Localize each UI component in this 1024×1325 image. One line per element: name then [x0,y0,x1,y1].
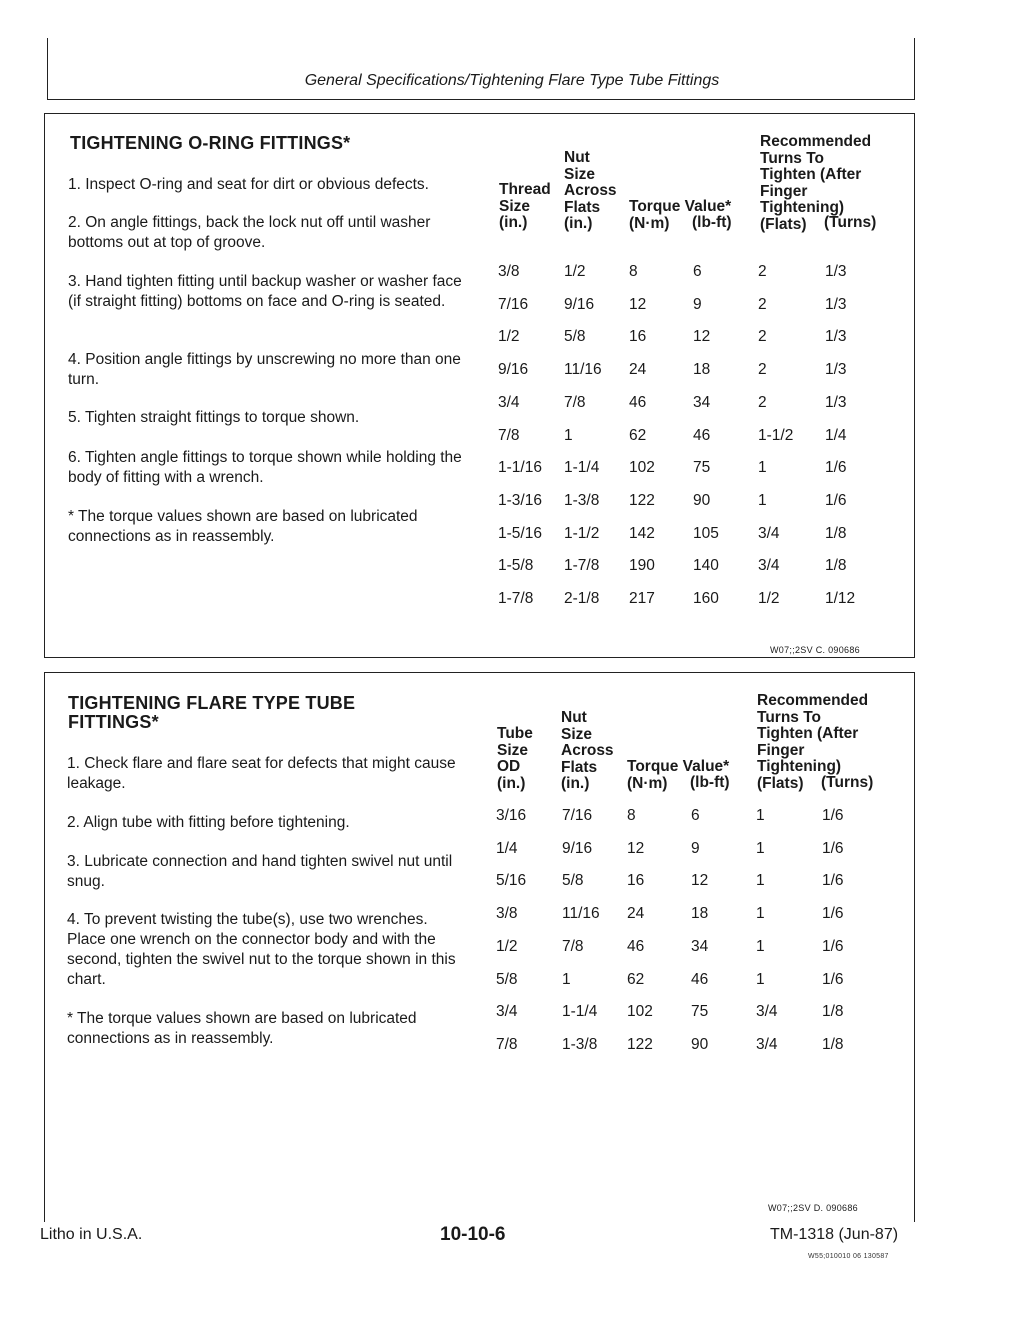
s1-header-turns-turns: (Turns) [824,214,877,231]
footer-litho: Litho in U.S.A. [40,1226,143,1243]
flare-table-cell: 5/8 [562,872,584,890]
flare-table-cell: 1 [756,905,765,923]
section1-footnote: * The torque values shown are based on lubricated connections as in reassembly. [68,508,418,545]
flare-table-cell: 5/16 [496,872,527,890]
footer-manual-id: TM-1318 (Jun-87) [770,1226,899,1243]
oring-table-cell: 12 [693,328,711,346]
flare-table-cell: 3/16 [496,807,527,824]
oring-table-cell: 2 [758,361,767,379]
flare-table-cell: 6 [691,807,700,824]
oring-table-cell: 2 [758,393,767,411]
oring-table-cell: 34 [693,393,711,411]
section1-step-3: 3. Hand tighten fitting until backup washer or washer face (if straight fitting) bottoms on face and O-ring is seated. [68,273,462,310]
oring-table-cell: 46 [693,426,711,444]
flare-table-cell: 7/8 [562,937,584,955]
oring-table-cell: 2-1/8 [564,590,600,607]
oring-table-cell: 1 [758,491,767,509]
flare-table-cell: 5/8 [496,970,518,988]
flare-table-cell: 1-1/4 [562,1003,598,1021]
flare-table-cell: 24 [627,905,645,923]
flare-table-cell: 3/8 [496,905,518,923]
flare-table-cell: 1 [756,937,765,955]
oring-table-cell: 3/8 [498,263,520,280]
oring-table-cell: 1-5/16 [498,524,542,542]
s2-header-torque-lbft: (lb-ft) [690,774,730,791]
oring-table-cell: 3/4 [758,557,780,575]
section1-code: W07;;2SV C. 090686 [770,645,860,655]
section1-step-4: 4. Position angle fittings by unscrewing no more than one turn. [68,351,461,388]
s1-header-nut-size: Nut Size Across Flats (in.) [564,149,617,232]
section2-title-line1: TIGHTENING FLARE TYPE TUBE [68,693,356,713]
s2-header-turns-turns: (Turns) [821,774,874,791]
section1-title: TIGHTENING O-RING FITTINGS* [70,133,351,153]
flare-table-cell: 1/6 [822,937,844,955]
oring-table-cell: 1-3/16 [498,491,542,509]
oring-table-cell: 217 [629,590,655,607]
oring-table-cell: 9/16 [564,295,595,313]
oring-table-cell: 102 [629,459,655,477]
oring-table-cell: 3/4 [498,393,520,411]
oring-table-cell: 1-7/8 [564,557,600,575]
s1-header-torque-lbft: (lb-ft) [692,214,732,231]
flare-table-cell: 1/6 [822,839,844,857]
oring-table-cell: 7/16 [498,295,529,313]
oring-table-cell: 1 [758,459,767,477]
oring-table-cell: 1/3 [825,295,847,313]
oring-table-cell: 1/12 [825,590,856,607]
flare-table-cell: 1/2 [496,937,518,955]
oring-table-cell: 1-5/8 [498,557,534,575]
flare-table-cell: 1/6 [822,905,844,923]
flare-table-cell: 46 [627,937,645,955]
s1-header-thread-size: Thread Size (in.) [499,181,551,231]
flare-table-cell: 122 [627,1035,653,1053]
oring-table-cell: 75 [693,459,711,477]
flare-table-cell: 12 [691,872,709,890]
flare-table-cell: 1/6 [822,807,844,824]
oring-table-cell: 140 [693,557,719,575]
flare-table-cell: 34 [691,937,709,955]
flare-table-cell: 11/16 [562,905,600,923]
section1-step-5: 5. Tighten straight fittings to torque shown. [68,409,360,426]
flare-table-cell: 9/16 [562,839,593,857]
oring-table-cell: 6 [693,263,702,280]
oring-table-cell: 1/6 [825,459,847,477]
flare-table-cell: 75 [691,1003,709,1021]
section2-step-4: 4. To prevent twisting the tube(s), use two wrenches. Place one wrench on the connector body and with the second, tighten the swivel nut to the torque shown in this chart. [67,911,456,988]
flare-table-cell: 16 [627,872,645,890]
oring-table-cell: 12 [629,295,647,313]
flare-table-cell: 1/8 [822,1003,844,1021]
oring-table-cell: 9 [693,295,702,313]
oring-table-cell: 1/2 [564,263,586,280]
oring-table-cell: 7/8 [498,426,520,444]
flare-table-cell: 1/6 [822,970,844,988]
oring-table-cell: 122 [629,491,655,509]
oring-table-cell: 16 [629,328,647,346]
oring-table-cell: 1-1/4 [564,459,600,477]
section2-title [68,694,355,732]
oring-table-cell: 1/4 [825,426,847,444]
oring-table-cell: 1-7/8 [498,590,534,607]
oring-table-cell: 1-3/8 [564,491,600,509]
flare-table-cell: 1/6 [822,872,844,890]
page-number: 10-10-6 [440,1224,506,1245]
section1-step-6: 6. Tighten angle fittings to torque shown while holding the body of fitting with a wrench. [68,449,462,486]
oring-table-cell: 1/6 [825,491,847,509]
s2-header-turns-flats: Recommended Turns To Tighten (After Finger Tightening) (Flats) [757,692,869,792]
section1-step-2: 2. On angle fittings, back the lock nut off until washer bottoms out at top of groove. [68,214,431,251]
oring-table-cell: 62 [629,426,647,444]
s2-header-nut-size: Nut Size Across Flats (in.) [561,709,614,792]
flare-table-cell: 1-3/8 [562,1035,598,1053]
oring-table-cell: 1/3 [825,393,847,411]
oring-table-cell: 1/3 [825,263,847,280]
oring-table-cell: 2 [758,328,767,346]
flare-table-cell: 1 [756,839,765,857]
header-right-rule [914,38,915,100]
flare-table-cell: 46 [691,970,709,988]
flare-table-cell: 102 [627,1003,653,1021]
flare-table-cell: 1 [756,970,765,988]
flare-table-cell: 1 [756,872,765,890]
flare-table-cell: 1 [562,970,571,988]
page-title: General Specifications/Tightening Flare Type Tube Fittings [304,72,720,89]
oring-table-cell: 160 [693,590,719,607]
section2-step-3: 3. Lubricate connection and hand tighten swivel nut until snug. [67,853,453,890]
section2-title-line2: FITTINGS* [68,712,159,732]
flare-table-cell: 90 [691,1035,709,1053]
flare-table-cell: 1/8 [822,1035,844,1053]
flare-table-cell: 18 [691,905,709,923]
section1-step-1: 1. Inspect O-ring and seat for dirt or obvious defects. [68,176,429,193]
oring-table-cell: 105 [693,524,719,542]
header-left-rule [47,38,48,100]
oring-table-cell: 24 [629,361,647,379]
oring-table-cell: 1/2 [498,328,520,346]
oring-table-cell: 3/4 [758,524,780,542]
s1-header-turns-flats: Recommended Turns To Tighten (After Finger Tightening) (Flats) [760,133,872,233]
flare-table-cell: 12 [627,839,645,857]
oring-table-cell: 1-1/16 [498,459,542,477]
flare-table-cell: 3/4 [496,1003,518,1021]
section2-step-2: 2. Align tube with fitting before tightening. [67,814,350,831]
oring-table-cell: 9/16 [498,361,529,379]
flare-table-cell: 62 [627,970,645,988]
section2-step-1: 1. Check flare and flare seat for defects that might cause leakage. [67,755,456,792]
flare-table-cell: 7/16 [562,807,593,824]
header-bottom-rule [47,99,915,100]
oring-table-cell: 46 [629,393,647,411]
flare-table-cell: 7/8 [496,1035,518,1053]
oring-table-cell: 7/8 [564,393,586,411]
flare-table-cell: 1/4 [496,839,518,857]
oring-table-cell: 190 [629,557,655,575]
oring-table-cell: 142 [629,524,655,542]
section2-footnote: * The torque values shown are based on lubricated connections as in reassembly. [67,1010,417,1047]
s2-header-torque-nm: Torque Value* (N·m) [627,758,730,792]
flare-table-cell: 1 [756,807,765,824]
oring-table-cell: 1/3 [825,361,847,379]
oring-table-cell: 1-1/2 [758,426,794,444]
flare-table-cell: 9 [691,839,700,857]
oring-table-cell: 8 [629,263,638,280]
oring-table-cell: 1 [564,426,573,444]
section2-code: W07;;2SV D. 090686 [768,1203,858,1213]
s1-header-torque-nm: Torque Value* (N·m) [629,198,732,232]
oring-table-cell: 1/8 [825,557,847,575]
oring-table-cell: 1-1/2 [564,524,600,542]
flare-table-cell: 3/4 [756,1003,778,1021]
oring-table-cell: 11/16 [564,361,602,379]
oring-table-cell: 2 [758,263,767,280]
footer-code: W55;010010 06 130587 [808,1253,889,1260]
oring-table-cell: 18 [693,361,711,379]
oring-table-cell: 90 [693,491,711,509]
oring-table-cell: 1/8 [825,524,847,542]
oring-table-cell: 1/2 [758,590,780,607]
oring-table-cell: 2 [758,295,767,313]
s2-header-tube-size: Tube Size OD (in.) [497,725,533,792]
flare-table-cell: 8 [627,807,636,824]
flare-table-cell: 3/4 [756,1035,778,1053]
oring-table-cell: 5/8 [564,328,586,346]
oring-table-cell: 1/3 [825,328,847,346]
